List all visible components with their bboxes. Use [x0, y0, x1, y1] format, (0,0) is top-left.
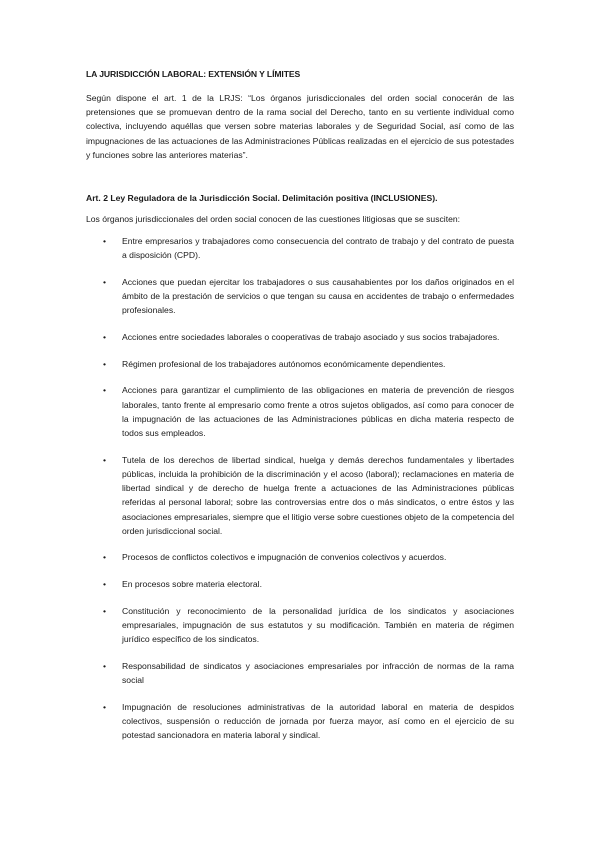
document-title: LA JURISDICCIÓN LABORAL: EXTENSIÓN Y LÍMITES: [86, 69, 301, 79]
bullet-icon: •: [103, 579, 107, 590]
inclusions-list: [86, 234, 514, 742]
intro-paragraph: Según dispone el art. 1 de la LRJS: “Los órganos jurisdiccionales del orden social conocerán de las pretensiones que se promuevan dentro de la rama social del Derecho, tanto en su vertiente individual como colectiva, incluyendo aquéllas que versen sobre materias laborales y de Seguridad Social, así como de las impugnaciones de las actuaciones de las Administraciones Públicas realizadas en el ejercicio de sus potestades y funciones sobre las anteriores materias”.: [86, 93, 514, 160]
list-item: [86, 275, 514, 318]
bullet-icon: •: [103, 358, 107, 369]
bullet-icon: •: [103, 276, 107, 287]
list-item-text: Constitución y reconocimiento de la personalidad jurídica de los sindicatos y asociaciones empresariales, impugnación de sus estatutos y su modificación. También en materia de régimen jurídico específico de los sindicatos.: [122, 605, 514, 645]
bullet-icon: •: [103, 605, 107, 616]
bullet-icon: •: [103, 660, 107, 671]
list-item-text: Responsabilidad de sindicatos y asociaciones empresariales por infracción de normas de la rama social: [122, 660, 514, 686]
article-intro: Los órganos jurisdiccionales del orden social conocen de las cuestiones litigiosas que se susciten:: [86, 214, 461, 225]
list-item: [86, 604, 514, 647]
list-item: [86, 330, 514, 344]
list-item-text: Procesos de conflictos colectivos e impugnación de convenios colectivos y acuerdos.: [122, 552, 447, 563]
bullet-icon: •: [103, 552, 107, 563]
list-item: [86, 550, 514, 564]
bullet-icon: •: [103, 236, 107, 247]
article-heading: Art. 2 Ley Reguladora de la Jurisdicción Social. Delimitación positiva (INCLUSIONES).: [86, 193, 438, 204]
list-item-text: En procesos sobre materia electoral.: [122, 579, 262, 590]
list-item: [86, 383, 514, 440]
bullet-icon: •: [103, 332, 107, 343]
bullet-icon: •: [103, 454, 107, 465]
list-item: [86, 659, 514, 687]
list-item-text: Acciones que puedan ejercitar los trabajadores o sus causahabientes por los daños originados en el ámbito de la prestación de servicios o que tengan su causa en accidentes de trabajo o enfermedades profesionales.: [122, 276, 514, 316]
list-item: [86, 577, 514, 591]
list-item: [86, 453, 514, 538]
list-item-text: Régimen profesional de los trabajadores autónomos económicamente dependientes.: [122, 358, 446, 369]
list-item: [86, 234, 514, 262]
bullet-icon: •: [103, 701, 107, 712]
list-item-text: Acciones para garantizar el cumplimiento de las obligaciones en materia de prevención de riesgos laborales, tanto frente al empresario como frente a otros sujetos obligados, así como para conocer de la impugnación de las actuaciones de las Administraciones públicas en dicha materia respecto de todos sus empleados.: [122, 385, 514, 439]
list-item: [86, 357, 514, 371]
bullet-icon: •: [103, 385, 107, 396]
list-item: [86, 700, 514, 743]
list-item-text: Tutela de los derechos de libertad sindical, huelga y demás derechos fundamentales y libertades públicas, incluida la prohibición de la discriminación y el acoso (laboral); reclamaciones en materia de libertad sindical y de derecho de huelga frente a actuaciones de las Administraciones públicas referidas al personal laboral; sobre las controversias entre dos o más sindicatos, o entre éstos y las asociaciones empresariales, siempre que el litigio verse sobre cuestiones objeto de la competencia del orden jurisdiccional social.: [122, 454, 514, 536]
list-item-text: Entre empresarios y trabajadores como consecuencia del contrato de trabajo y del contrato de puesta a disposición (CPD).: [122, 236, 514, 261]
list-item-text: Acciones entre sociedades laborales o cooperativas de trabajo asociado y sus socios trabajadores.: [122, 332, 500, 343]
list-item-text: Impugnación de resoluciones administrativas de la autoridad laboral en materia de despidos colectivos, suspensión o reducción de jornada por fuerza mayor, así como en el ejercicio de su potestad sancionadora en materia laboral y sindical.: [122, 701, 514, 741]
